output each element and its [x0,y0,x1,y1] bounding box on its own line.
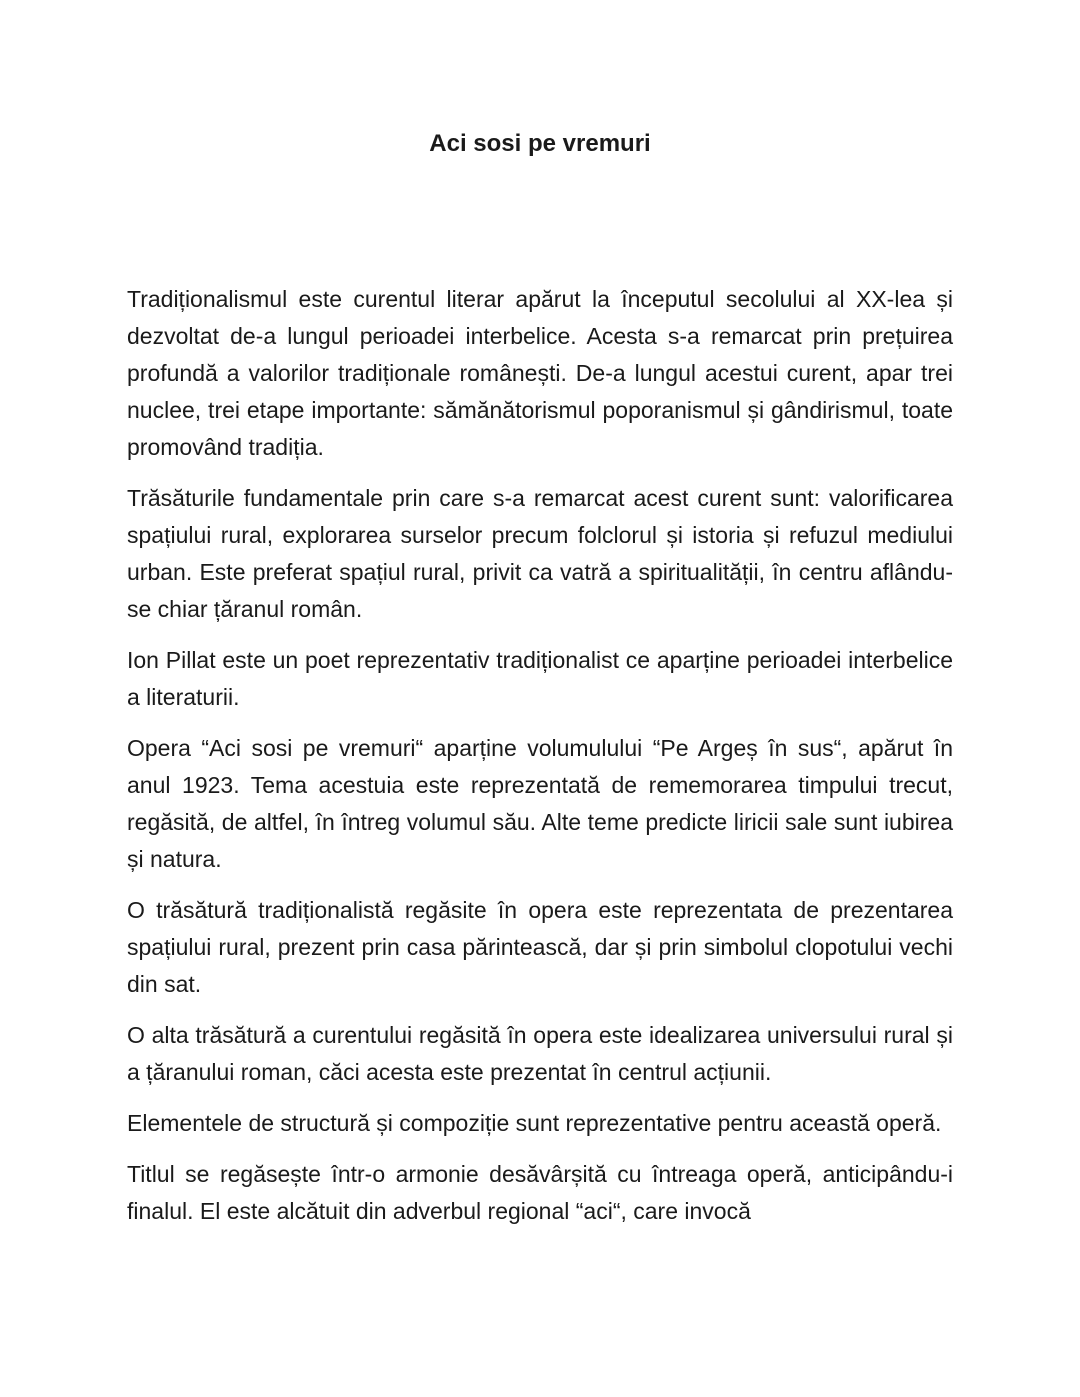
paragraph-features: Trăsăturile fundamentale prin care s-a remarcat acest curent sunt: valorificarea spațiului rural, explorarea surselor precum folclorul și istoria și refuzul mediului urban. Este preferat spațiul rural, privit ca vatră a spiritualității, în centru aflându-se chiar țăranul român. [127,485,953,622]
paragraph-structure: Elementele de structură și compoziție sunt reprezentative pentru această operă. [127,1110,942,1136]
paragraph-traditionalism: Tradiționalismul este curentul literar apărut la începutul secolului al XX-lea și dezvoltat de-a lungul perioadei interbelice. Acesta s-a remarcat prin prețuirea profundă a valorilor tradiționale românești. De-a lungul acestui curent, apar trei nuclee, trei etape importante: sămănătorismul poporanismul și gândirismul, toate promovând tradiția. [127,286,953,460]
paragraph-idealization: O alta trăsătură a curentului regăsită în opera este idealizarea universului rural și a țăranului roman, căci acesta este prezentat în centrul acțiunii. [127,1022,953,1085]
document-title: Aci sosi pe vremuri [429,130,651,157]
paragraph-ion-pillat: Ion Pillat este un poet reprezentativ tradiționalist ce aparține perioadei interbelice a literaturii. [127,647,953,710]
paragraph-rural-space: O trăsătură tradiționalistă regăsite în opera este reprezentata de prezentarea spațiului rural, prezent prin casa părintească, dar și prin simbolul clopotului vechi din sat. [127,897,953,997]
paragraph-title-analysis: Titlul se regăsește într-o armonie desăvârșită cu întreaga operă, anticipându-i finalul. El este alcătuit din adverbul regional “aci“, care invocă [127,1161,953,1224]
paragraph-opera-volume: Opera “Aci sosi pe vremuri“ aparține volumulului “Pe Argeș în sus“, apărut în anul 1923. Tema acestuia este reprezentată de rememorarea timpului trecut, regăsită, de altfel, în întreg volumul său. Alte teme predicte liricii sale sunt iubirea și natura. [127,735,953,872]
document-body [127,281,953,1244]
